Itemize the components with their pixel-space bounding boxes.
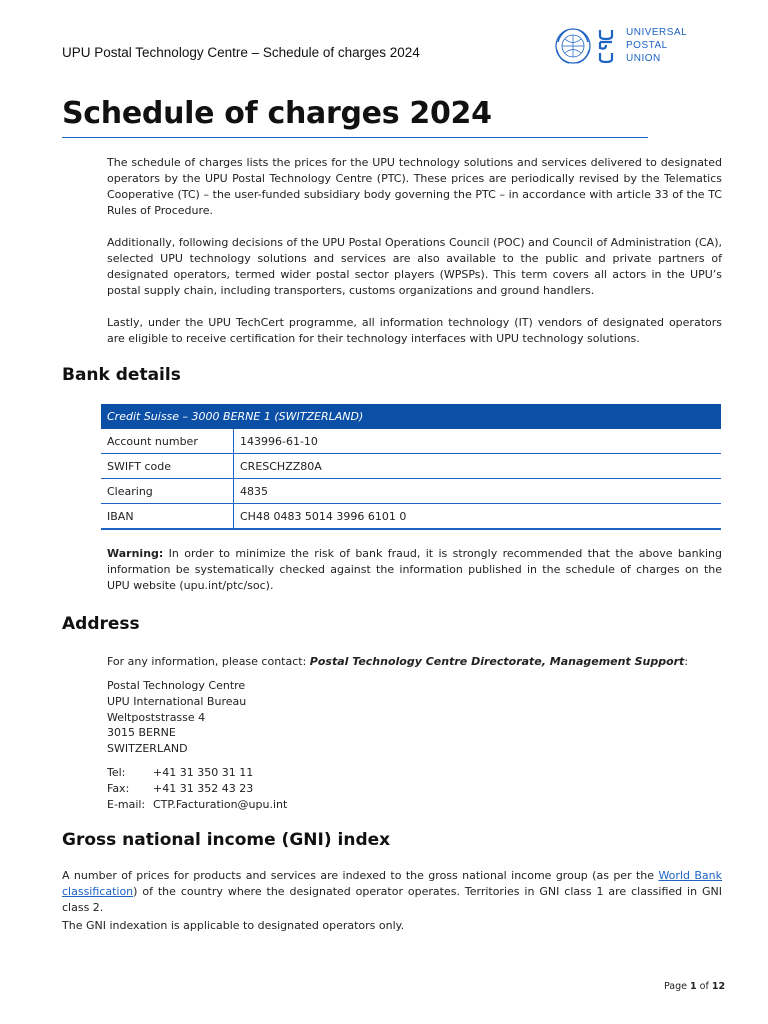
email-value: CTP.Facturation@upu.int: [153, 797, 288, 811]
warning-label: Warning:: [107, 547, 164, 560]
tel-row: [107, 765, 287, 781]
email-row: [107, 797, 287, 813]
address-line: Weltpoststrasse 4: [107, 710, 206, 724]
tel-value: +41 31 350 31 11: [153, 766, 254, 779]
contact-line: [107, 655, 688, 668]
iban-label: IBAN: [101, 504, 234, 530]
gni-applicability-paragraph: The GNI indexation is applicable to designated operators only.: [62, 919, 405, 932]
page-title: Schedule of charges 2024: [62, 96, 492, 131]
intro-paragraph: The schedule of charges lists the prices for the UPU technology solutions and services delivered to designated operators by the UPU Postal Technology Centre (PTC). These prices are periodically revised by the Telematics Cooperative (TC) – the user-funded subsidiary body governing the PTC – in accordance with article 33 of the TC Rules of Procedure.: [107, 156, 722, 217]
warning-paragraph: [107, 546, 722, 594]
contact-name: Postal Technology Centre Directorate, Management Support: [309, 655, 685, 668]
wordmark-line: POSTAL: [626, 40, 668, 51]
gni-heading: Gross national income (GNI) index: [62, 830, 391, 850]
intro-paragraph: Additionally, following decisions of the UPU Postal Operations Council (POC) and Council of Administration (CA), selected UPU technology solutions and services are also available to the public and private partners of designated operators, termed wider postal sector players (WPSPs). This term covers all actors in the UPU’s postal supply chain, including transporters, customs organizations and ground handlers.: [107, 236, 722, 297]
table-row: [101, 479, 721, 504]
total-pages: 12: [711, 981, 726, 992]
account-number-label: Account number: [101, 429, 234, 454]
upu-logo: [553, 24, 693, 68]
gni-paragraph: [62, 868, 722, 916]
table-row: [101, 429, 721, 454]
swift-code-label: SWIFT code: [101, 454, 234, 479]
title-divider: [62, 137, 648, 138]
address-heading: Address: [62, 614, 140, 634]
un-emblem-icon: [553, 26, 593, 66]
current-page: 1: [690, 981, 697, 992]
iban-value: CH48 0483 5014 3996 6101 0: [234, 504, 722, 530]
address-line: UPU International Bureau: [107, 694, 247, 708]
world-bank-classification-link[interactable]: World Bank classification: [62, 869, 723, 898]
account-number-value: 143996-61-10: [234, 429, 722, 454]
postal-address: [107, 678, 246, 757]
contact-numbers: [107, 765, 287, 812]
of-label: of: [696, 981, 712, 992]
address-line: 3015 BERNE: [107, 726, 176, 740]
swift-code-value: CRESCHZZ80A: [234, 454, 722, 479]
fax-row: [107, 781, 287, 797]
upu-letters-icon: [597, 28, 615, 64]
table-row: [101, 504, 721, 530]
header-title: UPU Postal Technology Centre – Schedule of charges 2024: [62, 45, 420, 60]
gni-text-before: A number of prices for products and services are indexed to the gross national income group (as per the: [62, 869, 659, 882]
clearing-label: Clearing: [101, 479, 234, 504]
bank-name-header: Credit Suisse – 3000 BERNE 1 (SWITZERLAND): [101, 404, 721, 429]
bank-details-heading: Bank details: [62, 365, 181, 385]
gni-text-after: ) of the country where the designated operator operates. Territories in GNI class 1 are classified in GNI class 2.: [62, 885, 722, 914]
clearing-value: 4835: [234, 479, 722, 504]
bank-details-table: [101, 404, 721, 530]
wordmark-line: UNION: [626, 53, 661, 64]
address-line: SWITZERLAND: [107, 742, 188, 756]
table-row: [101, 454, 721, 479]
upu-wordmark: [626, 26, 687, 65]
page-number: [664, 981, 725, 992]
email-label: E-mail:: [107, 797, 146, 811]
fax-label: Fax:: [107, 781, 130, 795]
tel-label: Tel:: [107, 766, 126, 779]
warning-text: In order to minimize the risk of bank fraud, it is strongly recommended that the above banking information be systematically checked against the information published in the schedule of charges on the UPU website (upu.int/ptc/soc).: [107, 547, 722, 592]
intro-paragraph: Lastly, under the UPU TechCert programme, all information technology (IT) vendors of designated operators are eligible to receive certification for their technology interfaces with UPU technology solutions.: [107, 316, 722, 345]
contact-suffix: :: [684, 655, 689, 668]
fax-value: +41 31 352 43 23: [153, 781, 254, 795]
contact-prefix: For any information, please contact:: [107, 655, 310, 668]
page-label: Page: [664, 981, 691, 992]
wordmark-line: UNIVERSAL: [626, 27, 688, 38]
address-line: Postal Technology Centre: [107, 679, 246, 692]
